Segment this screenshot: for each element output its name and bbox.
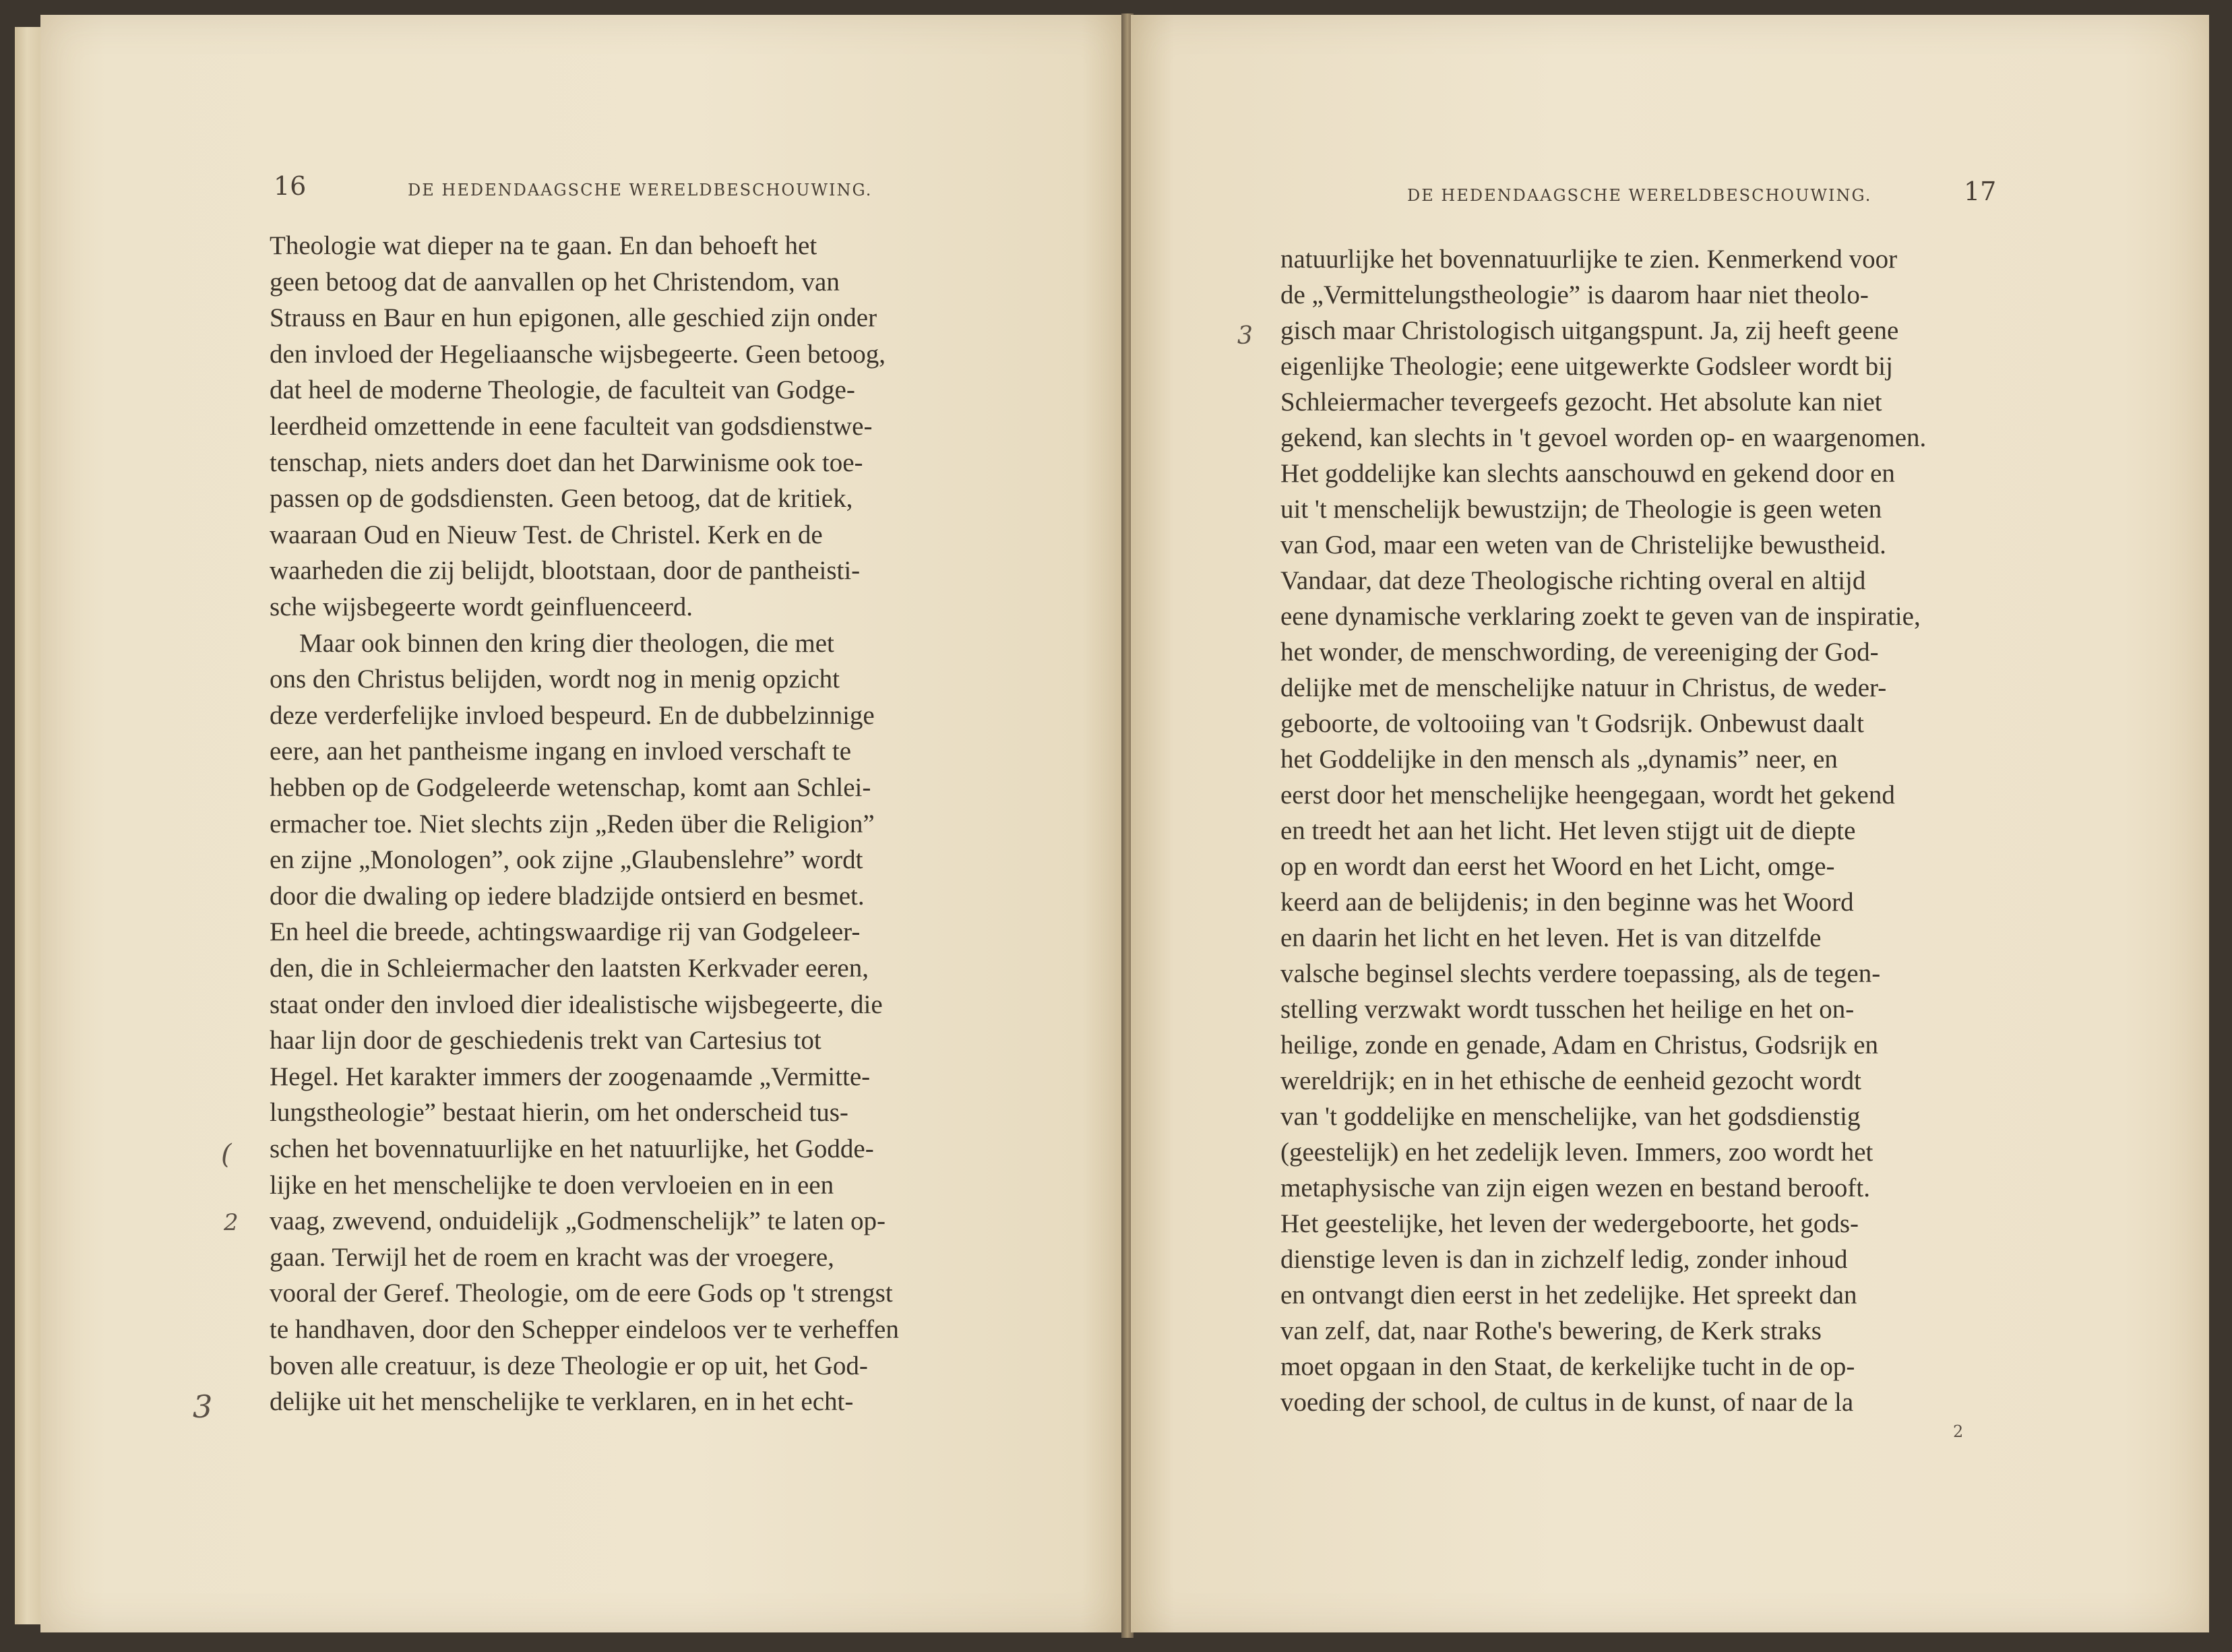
right-line-11: eene dynamische verklaring zoekt te geven van de inspiratie,	[1280, 602, 1921, 631]
right-line-15: het Goddelijke in den mensch als „dynamis” neer, en	[1280, 745, 1838, 774]
left-line-29: gaan. Terwijl het de roem en kracht was der vroegere,	[270, 1242, 834, 1272]
right-line-28: Het geestelijke, het leven der wedergeboorte, het gods-	[1280, 1209, 1859, 1238]
left-line-9: waaraan Oud en Nieuw Test. de Christel. Kerk en de	[270, 520, 823, 549]
right-line-32: moet opgaan in den Staat, de kerkelijke tucht in de op-	[1280, 1352, 1855, 1381]
right-line-17: en treedt het aan het licht. Het leven stijgt uit de diepte	[1280, 816, 1856, 845]
right-line-27: metaphysische van zijn eigen wezen en bestand berooft.	[1280, 1173, 1871, 1202]
left-line-3: Strauss en Baur en hun epigonen, alle geschied zijn onder	[270, 303, 877, 333]
left-page	[40, 15, 1125, 1632]
margin-mark-right-1: 3	[1237, 322, 1253, 350]
left-line-25: lungstheologie” bestaat hierin, om het onderscheid tus-	[270, 1098, 848, 1128]
right-line-21: valsche beginsel slechts verdere toepassing, als de tegen-	[1280, 959, 1881, 988]
left-line-5: dat heel de moderne Theologie, de faculteit van Godge-	[270, 375, 855, 405]
right-line-5: Schleiermacher tevergeefs gezocht. Het absolute kan niet	[1280, 388, 1882, 417]
right-line-24: wereldrijk; en in het ethische de eenheid gezocht wordt	[1280, 1066, 1861, 1095]
left-line-13: ons den Christus belijden, wordt nog in menig opzicht	[270, 665, 840, 694]
left-body-text	[270, 231, 1038, 1423]
left-line-10: waarheden die zij belijdt, blootstaan, door de pantheisti-	[270, 556, 861, 586]
right-line-26: (geestelijk) en het zedelijk leven. Immers, zoo wordt het	[1280, 1138, 1873, 1167]
left-line-31: te handhaven, door den Schepper eindeloos ver te verheffen	[270, 1315, 899, 1344]
right-line-3: gisch maar Christologisch uitgangspunt. Ja, zij heeft geene	[1280, 316, 1899, 345]
right-line-18: op en wordt dan eerst het Woord en het Licht, omge-	[1280, 852, 1835, 881]
right-line-23: heilige, zonde en genade, Adam en Christus, Godsrijk en	[1280, 1031, 1879, 1060]
left-line-32: boven alle creatuur, is deze Theologie er op uit, het God-	[270, 1351, 868, 1380]
right-line-14: geboorte, de voltooiing van 't Godsrijk. Onbewust daalt	[1280, 709, 1864, 738]
margin-mark-1: (	[221, 1139, 232, 1170]
left-line-8: passen op de godsdiensten. Geen betoog, dat de kritiek,	[270, 484, 853, 514]
right-line-13: delijke met de menschelijke natuur in Christus, de weder-	[1280, 673, 1887, 702]
left-line-30: vooral der Geref. Theologie, om de eere Gods op 't strengst	[270, 1279, 893, 1308]
right-line-22: stelling verzwakt wordt tusschen het heilige en het on-	[1280, 995, 1855, 1024]
right-line-19: keerd aan de belijdenis; in den beginne was het Woord	[1280, 888, 1854, 917]
left-running-head: DE HEDENDAAGSCHE WERELDBESCHOUWING.	[408, 181, 873, 200]
left-line-19: door die dwaling op iedere bladzijde ontsierd en besmet.	[270, 881, 865, 911]
left-line-21: den, die in Schleiermacher den laatsten Kerkvader eeren,	[270, 954, 869, 983]
left-line-20: En heel die breede, achtingswaardige rij van Godgeleer-	[270, 917, 861, 947]
right-line-2: de „Vermittelungstheologie” is daarom haar niet theolo-	[1280, 280, 1869, 309]
right-line-25: van 't goddelijke en menschelijke, van het godsdienstig	[1280, 1102, 1861, 1131]
right-line-8: uit 't menschelijk bewustzijn; de Theologie is geen weten	[1280, 495, 1882, 524]
right-line-29: dienstige leven is dan in zichzelf ledig, zonder inhoud	[1280, 1245, 1848, 1274]
left-line-27: lijke en het menschelijke te doen vervloeien en in een	[270, 1170, 834, 1200]
right-line-20: en daarin het licht en het leven. Het is van ditzelfde	[1280, 923, 1822, 952]
left-line-11: sche wijsbegeerte wordt geinfluenceerd.	[270, 592, 693, 621]
right-line-16: eerst door het menschelijke heengegaan, wordt het gekend	[1280, 781, 1895, 809]
left-line-28: vaag, zwevend, onduidelijk „Godmenschelijk” te laten op-	[270, 1206, 886, 1236]
left-line-2: geen betoog dat de aanvallen op het Christendom, van	[270, 267, 840, 297]
right-line-10: Vandaar, dat deze Theologische richting overal en altijd	[1280, 566, 1866, 595]
left-line-18: en zijne „Monologen”, ook zijne „Glaubenslehre” wordt	[270, 845, 863, 875]
left-line-6: leerdheid omzettende in eene faculteit van godsdienstwe-	[270, 412, 873, 441]
right-line-6: gekend, kan slechts in 't gevoel worden op- en waargenomen.	[1280, 423, 1927, 452]
right-page-number: 17	[1964, 177, 1997, 206]
signature-mark: 2	[1953, 1422, 1964, 1441]
left-line-14: deze verderfelijke invloed bespeurd. En de dubbelzinnige	[270, 700, 875, 730]
left-line-17: ermacher toe. Niet slechts zijn „Reden über die Religion”	[270, 809, 875, 838]
left-line-7: tenschap, niets anders doet dan het Darwinisme ook toe-	[270, 448, 863, 477]
left-line-16: hebben op de Godgeleerde wetenschap, komt aan Schlei-	[270, 773, 871, 802]
right-page	[1131, 15, 2209, 1632]
right-line-33: voeding der school, de cultus in de kunst, of naar de la	[1280, 1388, 1854, 1417]
margin-mark-2: 2	[224, 1209, 239, 1236]
left-line-4: den invloed der Hegeliaansche wijsbegeerte. Geen betoog,	[270, 339, 886, 369]
left-line-24: Hegel. Het karakter immers der zoogenaamde „Vermitte-	[270, 1062, 871, 1091]
left-line-1: Theologie wat dieper na te gaan. En dan behoeft het	[270, 231, 817, 260]
left-line-15: eere, aan het pantheisme ingang en invloed verschaft te	[270, 737, 852, 766]
right-line-1: natuurlijke het bovennatuurlijke te zien. Kenmerkend voor	[1280, 245, 1898, 274]
left-line-23: haar lijn door de geschiedenis trekt van Cartesius tot	[270, 1026, 822, 1056]
left-page-number: 16	[274, 171, 307, 201]
left-line-26: schen het bovennatuurlijke en het natuurlijke, het Godde-	[270, 1134, 874, 1163]
right-body-text	[1280, 244, 2062, 1423]
left-line-22: staat onder den invloed dier idealistische wijsbegeerte, die	[270, 989, 883, 1019]
right-line-30: en ontvangt dien eerst in het zedelijke. Het spreekt dan	[1280, 1281, 1857, 1310]
right-line-12: het wonder, de menschwording, de vereeniging der God-	[1280, 638, 1879, 667]
right-line-4: eigenlijke Theologie; eene uitgewerkte Godsleer wordt bij	[1280, 352, 1893, 381]
left-line-12: Maar ook binnen den kring dier theologen, die met	[299, 628, 834, 658]
right-running-head: DE HEDENDAAGSCHE WERELDBESCHOUWING.	[1407, 186, 1872, 205]
right-line-9: van God, maar een weten van de Christelijke bewustheid.	[1280, 530, 1886, 559]
left-line-33: delijke uit het menschelijke te verklaren, en in het echt-	[270, 1387, 854, 1417]
right-line-7: Het goddelijke kan slechts aanschouwd en gekend door en	[1280, 459, 1895, 488]
margin-mark-3: 3	[193, 1388, 213, 1425]
right-line-31: van zelf, dat, naar Rothe's bewering, de Kerk straks	[1280, 1316, 1822, 1345]
